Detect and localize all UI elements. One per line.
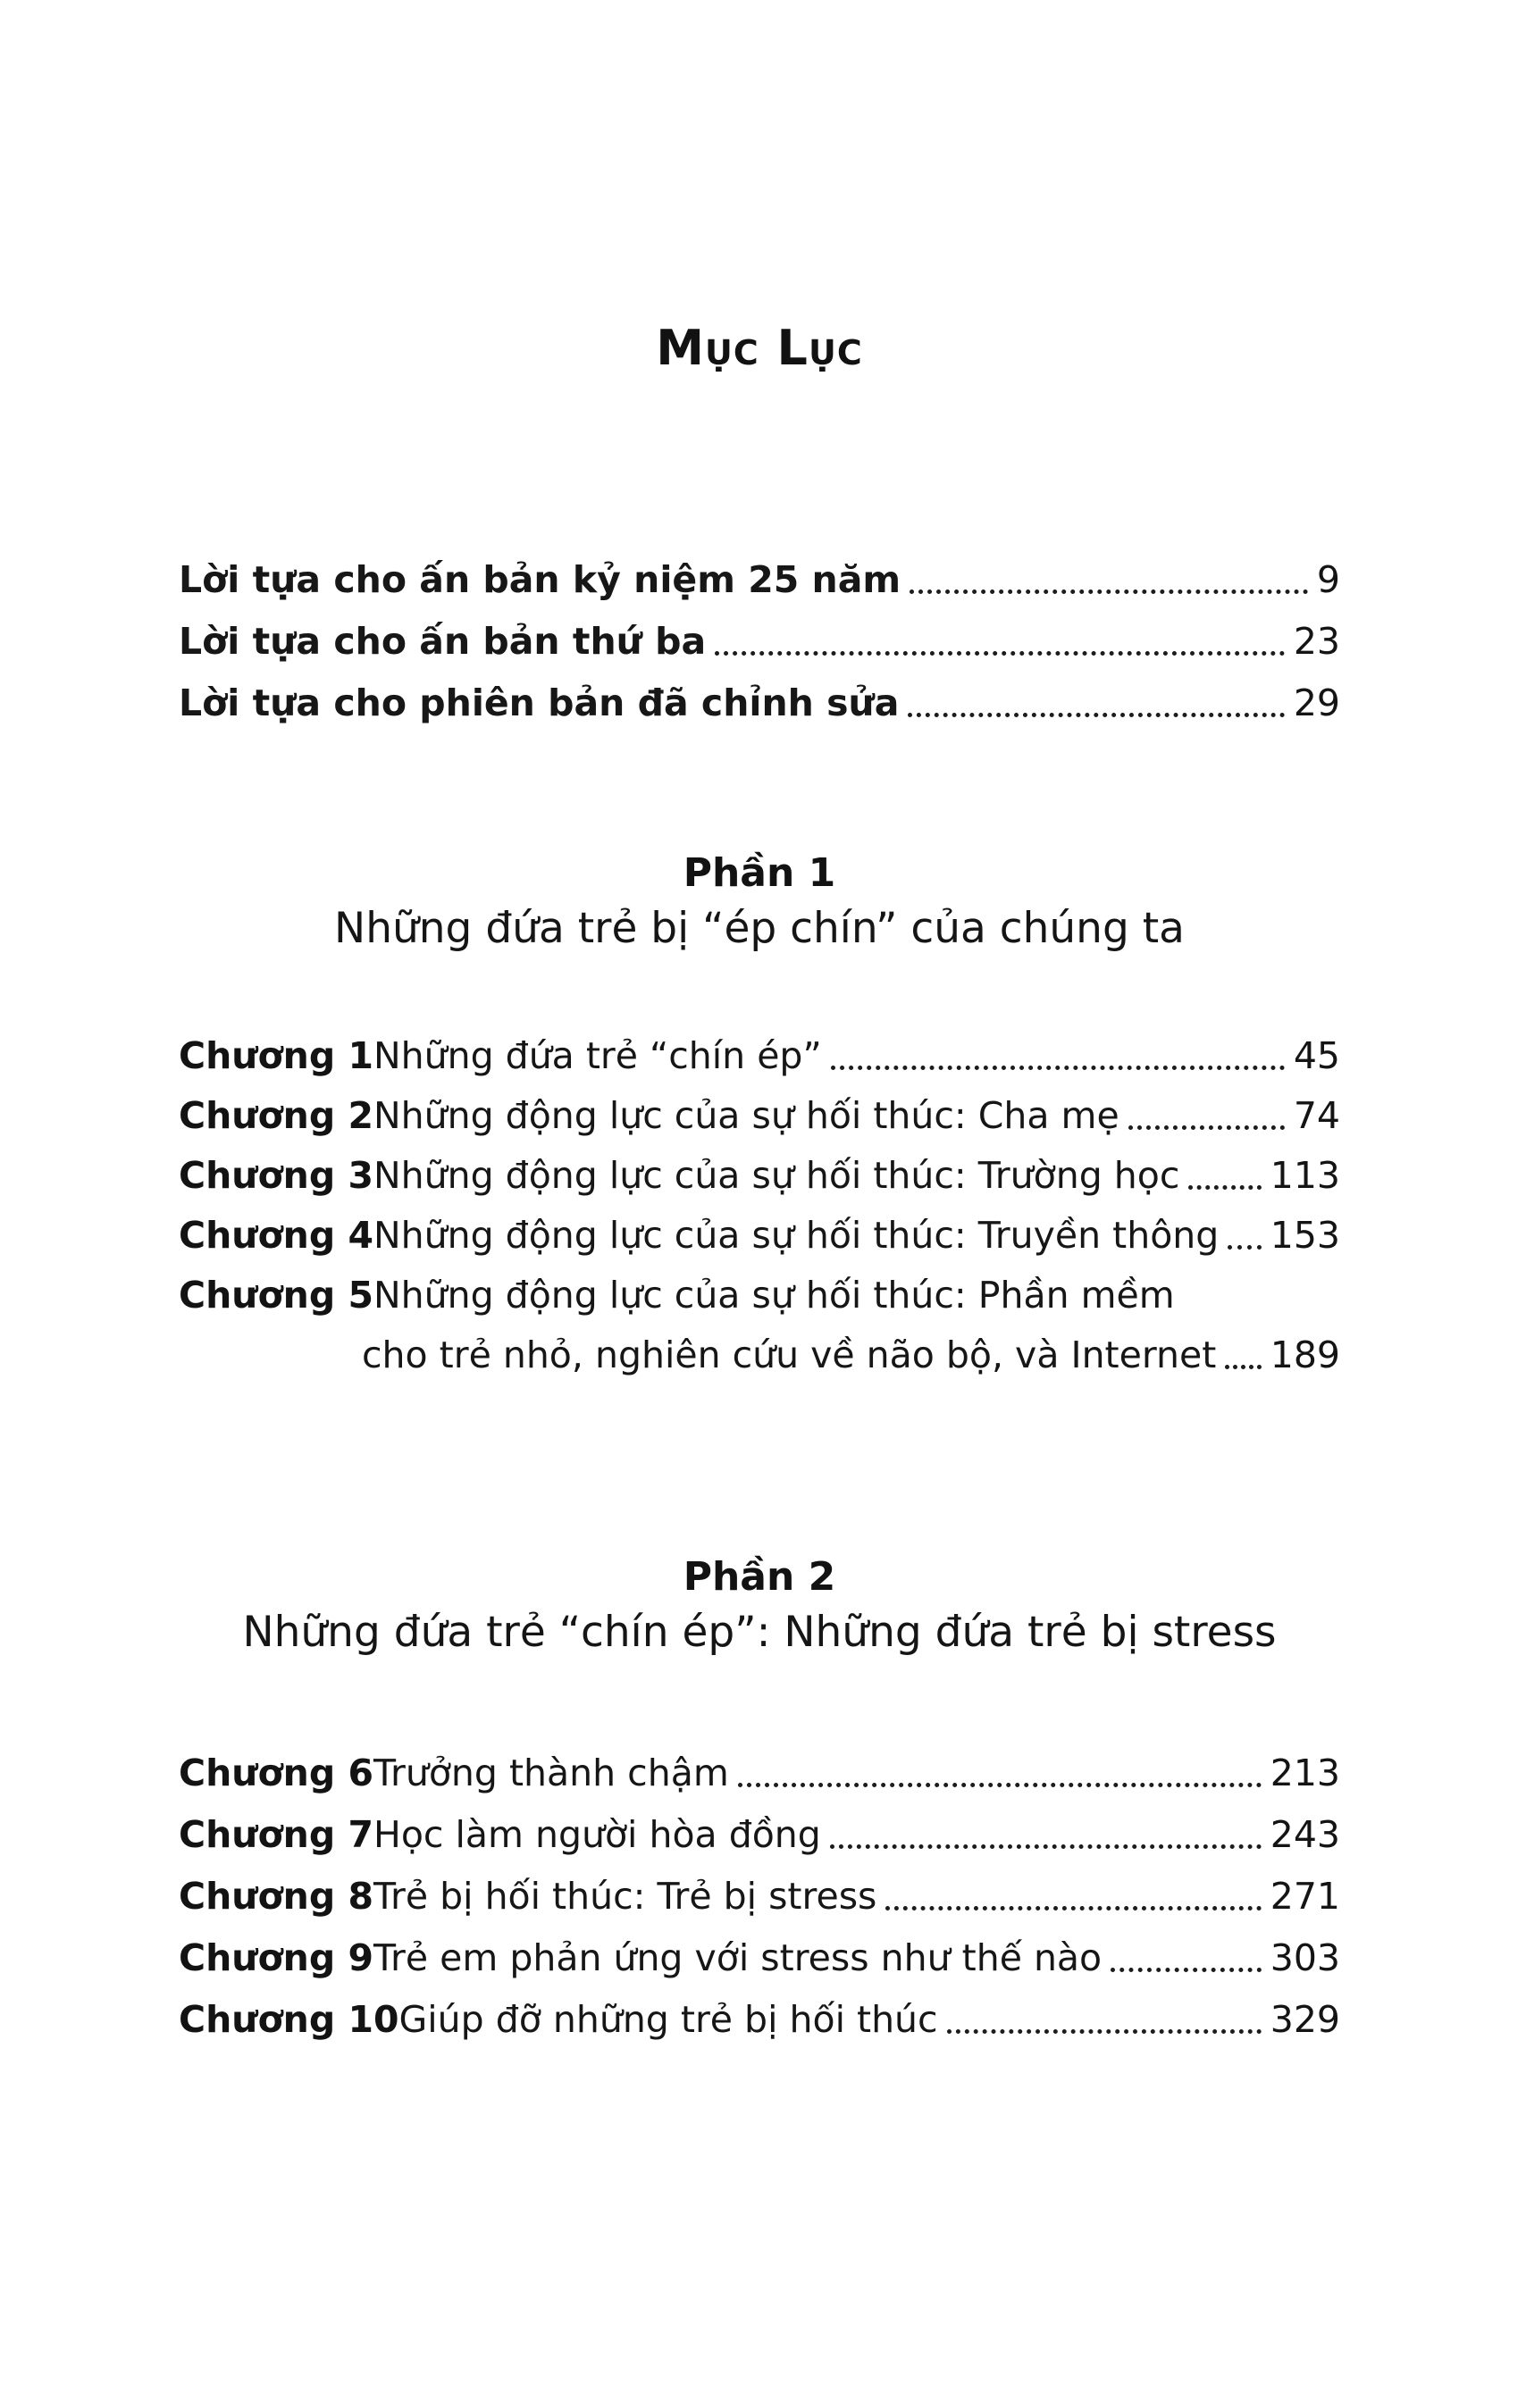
toc-entry-chapter-5-line-1: [179, 1262, 1340, 1322]
chapter-label: Chương 3: [179, 1154, 373, 1197]
toc-entry-chapter-2: [179, 1083, 1340, 1142]
dotted-leader: [910, 589, 1308, 594]
part-2-section: [179, 1551, 1340, 2046]
entry-title: Lời tựa cho ấn bản thứ ba: [179, 620, 707, 663]
chapter-title: Giúp đỡ những trẻ bị hối thúc: [398, 1998, 938, 2041]
part-1-section: [179, 848, 1340, 1382]
entry-title: Lời tựa cho phiên bản đã chỉnh sửa: [179, 681, 900, 724]
entry-page-number: 113: [1270, 1154, 1340, 1197]
dotted-leader: [1111, 1968, 1262, 1972]
chapter-label: Chương 5: [179, 1274, 373, 1317]
part-1-subtitle: Những đứa trẻ bị “ép chín” của chúng ta: [334, 904, 1185, 953]
dotted-leader: [830, 1844, 1262, 1849]
part-2-chapter-list: [179, 1738, 1340, 2046]
dotted-leader: [831, 1066, 1285, 1070]
entry-page-number: 213: [1270, 1752, 1340, 1794]
chapter-title: Những động lực của sự hối thúc: Truyền thông: [373, 1214, 1220, 1257]
dotted-leader: [947, 2029, 1262, 2034]
dotted-leader: [1188, 1185, 1261, 1190]
dotted-leader: [908, 713, 1284, 717]
entry-page-number: 189: [1270, 1334, 1340, 1376]
chapter-title: Những động lực của sự hối thúc: Cha mẹ: [373, 1094, 1119, 1137]
toc-entry-chapter-8: [179, 1861, 1340, 1923]
toc-entry-chapter-5-line-2: [179, 1322, 1340, 1382]
entry-page-number: 74: [1293, 1094, 1340, 1137]
entry-title: Lời tựa cho ấn bản kỷ niệm 25 năm: [179, 558, 901, 601]
chapter-title: Những đứa trẻ “chín ép”: [373, 1034, 822, 1077]
dotted-leader: [1128, 1125, 1285, 1130]
part-1-chapter-list: [179, 1023, 1340, 1382]
entry-page-number: 271: [1270, 1875, 1340, 1918]
toc-entry-preface-3: [179, 668, 1340, 730]
entry-page-number: 303: [1270, 1936, 1340, 1979]
entry-page-number: 9: [1316, 558, 1340, 601]
entry-page-number: 45: [1293, 1034, 1340, 1077]
toc-entry-chapter-6: [179, 1738, 1340, 1800]
chapter-label: Chương 1: [179, 1034, 373, 1077]
entry-page-number: 23: [1293, 620, 1340, 663]
entry-page-number: 153: [1270, 1214, 1340, 1257]
toc-entry-preface-2: [179, 606, 1340, 668]
chapter-label: Chương 4: [179, 1214, 373, 1257]
chapter-title: Trẻ bị hối thúc: Trẻ bị stress: [373, 1875, 877, 1918]
dotted-leader: [1228, 1245, 1261, 1250]
part-1-label: Phần 1: [683, 850, 836, 896]
page-title: Mục Lục: [656, 320, 863, 376]
toc-entry-chapter-1: [179, 1023, 1340, 1083]
part-2-label: Phần 2: [683, 1554, 836, 1600]
entry-page-number: 29: [1293, 681, 1340, 724]
chapter-title: Trưởng thành chậm: [373, 1752, 729, 1794]
toc-entry-preface-1: [179, 545, 1340, 606]
entry-page-number: 329: [1270, 1998, 1340, 2041]
dotted-leader: [1225, 1365, 1261, 1369]
chapter-label: Chương 9: [179, 1936, 373, 1979]
chapter-title: Những động lực của sự hối thúc: Phần mềm: [373, 1274, 1175, 1317]
entry-page-number: 243: [1270, 1813, 1340, 1856]
toc-entry-chapter-10: [179, 1985, 1340, 2046]
dotted-leader: [715, 651, 1285, 656]
chapter-label: Chương 6: [179, 1752, 373, 1794]
toc-entry-chapter-3: [179, 1142, 1340, 1202]
chapter-label: Chương 8: [179, 1875, 373, 1918]
chapter-title-continued: cho trẻ nhỏ, nghiên cứu về não bộ, và Internet: [362, 1334, 1217, 1376]
chapter-title: Học làm người hòa đồng: [373, 1813, 821, 1856]
chapter-label: Chương 2: [179, 1094, 373, 1137]
toc-entry-chapter-7: [179, 1800, 1340, 1861]
preface-list: [179, 545, 1340, 730]
toc-entry-chapter-4: [179, 1202, 1340, 1262]
chapter-label: Chương 10: [179, 1998, 399, 2041]
dotted-leader: [738, 1783, 1262, 1787]
dotted-leader: [885, 1906, 1261, 1911]
toc-entry-chapter-9: [179, 1923, 1340, 1985]
chapter-title: Những động lực của sự hối thúc: Trường học: [373, 1154, 1180, 1197]
part-2-subtitle: Những đứa trẻ “chín ép”: Những đứa trẻ bị stress: [242, 1608, 1277, 1657]
chapter-title: Trẻ em phản ứng với stress như thế nào: [373, 1936, 1103, 1979]
chapter-label: Chương 7: [179, 1813, 373, 1856]
